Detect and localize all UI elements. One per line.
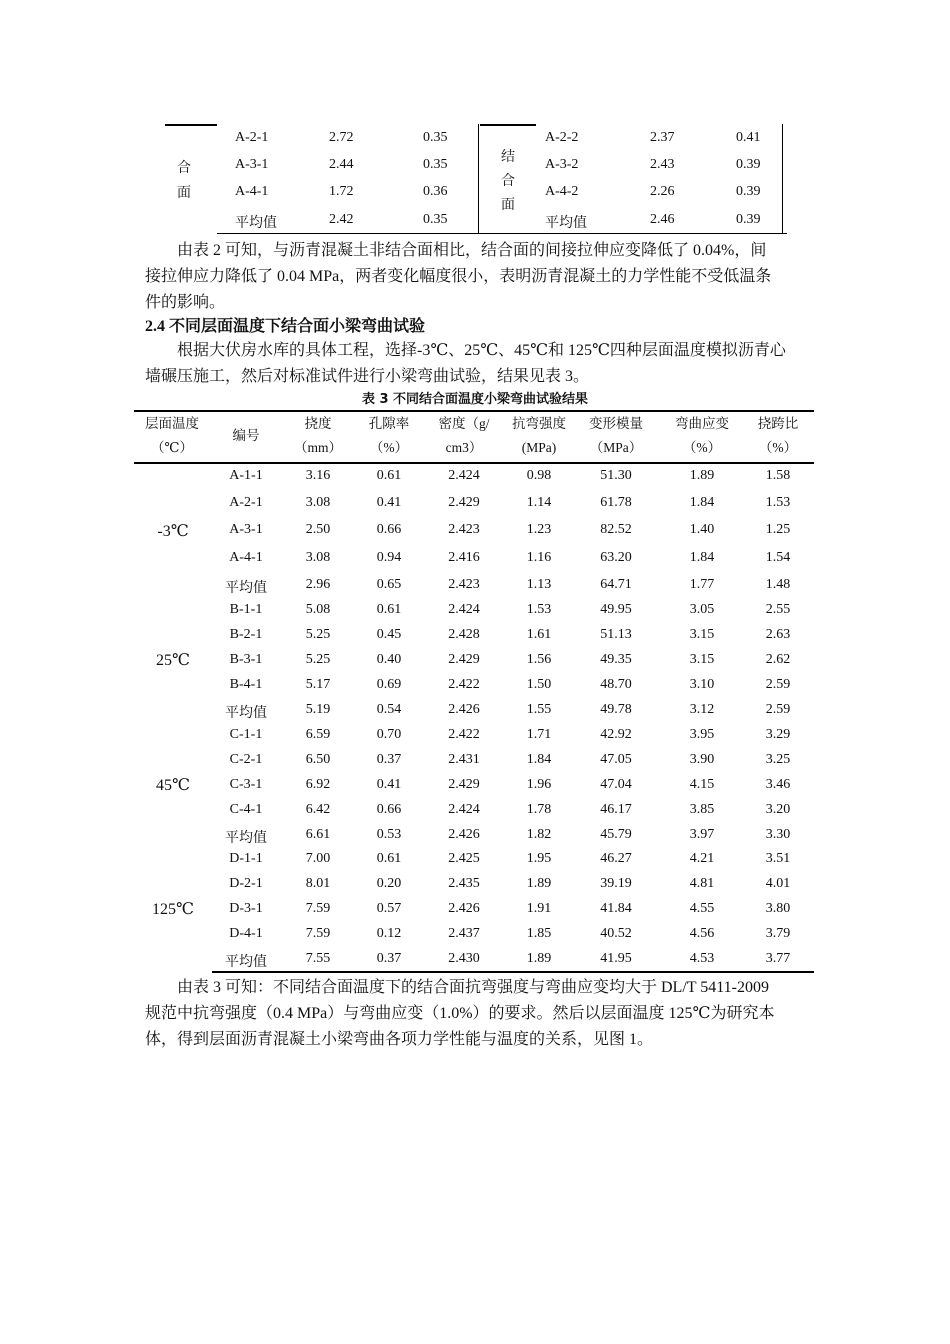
table3-cell: 2.424 — [448, 602, 480, 617]
table3-cell: 1.13 — [526, 577, 552, 592]
table3-header-cell: 抗弯强度 — [512, 416, 566, 431]
table3-cell: 46.27 — [600, 851, 632, 866]
para1-line3: 件的影响。 — [145, 294, 226, 311]
table2-right-row-stress: 0.41 — [736, 130, 761, 145]
table3-cell: 3.90 — [689, 752, 715, 767]
table3-cell: 47.04 — [600, 777, 632, 792]
table3-cell: 4.01 — [765, 876, 791, 891]
table3-cell: 5.25 — [305, 652, 331, 667]
table2-left-row-strain: 2.42 — [329, 212, 354, 227]
table2-right-row-id: A-4-2 — [545, 184, 579, 199]
table3-header-unit: (MPa) — [521, 440, 557, 455]
table2-right-row-strain: 2.37 — [650, 130, 675, 145]
table3-cell: 0.57 — [376, 901, 402, 916]
table2-left-row-id: A-4-1 — [235, 184, 269, 199]
table3-cell: 42.92 — [600, 727, 632, 742]
para2-line2: 墙碾压施工，然后对标准试件进行小梁弯曲试验，结果见表 3。 — [145, 368, 590, 385]
table3-cell: 1.95 — [526, 851, 552, 866]
table3-header-rule — [134, 462, 814, 464]
table3-cell: 3.10 — [689, 677, 715, 692]
table2-left-group-label: 面 — [177, 186, 191, 201]
table3-cell: 2.429 — [448, 495, 480, 510]
table3-cell: 41.95 — [600, 951, 632, 966]
table3-cell: 2.422 — [448, 677, 480, 692]
table3-cell: 0.40 — [376, 652, 402, 667]
table3-header-unit: （MPa） — [589, 440, 643, 455]
table3-cell: 47.05 — [600, 752, 632, 767]
table3-cell: 1.78 — [526, 802, 552, 817]
table2-right-group-label: 合 — [501, 174, 515, 189]
table3-cell: 2.435 — [448, 876, 480, 891]
table2-left-row-id: A-3-1 — [235, 157, 269, 172]
table3-cell: 1.89 — [526, 951, 552, 966]
table2-left-row-id: A-2-1 — [235, 130, 269, 145]
table3-cell: 6.59 — [305, 727, 331, 742]
table3-cell: 1.84 — [526, 752, 552, 767]
table3-cell: 5.17 — [305, 677, 331, 692]
table3-cell: 1.77 — [689, 577, 715, 592]
table3-cell: 1.91 — [526, 901, 552, 916]
table3-cell: 64.71 — [600, 577, 632, 592]
table3-cell: B-4-1 — [229, 677, 263, 692]
table2-right-row-stress: 0.39 — [736, 157, 761, 172]
table3-cell: 2.63 — [765, 627, 791, 642]
table3-cell: 1.48 — [765, 577, 791, 592]
table2-right-row-stress: 0.39 — [736, 184, 761, 199]
table3-cell: 0.66 — [376, 802, 402, 817]
table3-cell: 2.429 — [448, 777, 480, 792]
table3-cell: 1.54 — [765, 550, 791, 565]
table3-cell: B-2-1 — [229, 627, 263, 642]
table3-cell: 4.15 — [689, 777, 715, 792]
table3-cell: 8.01 — [305, 876, 331, 891]
table3-cell: 平均值 — [225, 581, 267, 596]
table3-bottom-rule — [212, 971, 814, 973]
table3-temperature-group: 45℃ — [156, 777, 190, 794]
table3-cell: 0.69 — [376, 677, 402, 692]
table3-cell: 4.56 — [689, 926, 715, 941]
para2-line1: 根据大伏房水库的具体工程，选择-3℃、25℃、45℃和 125℃四种层面温度模拟沥青心 — [177, 342, 786, 359]
paragraph-table3-conclusion — [145, 975, 807, 1053]
table3-cell: 63.20 — [600, 550, 632, 565]
table2-left-row-strain: 2.44 — [329, 157, 354, 172]
table3-cell: 1.53 — [526, 602, 552, 617]
table3-cell: 2.59 — [765, 702, 791, 717]
paragraph-test-setup — [145, 338, 807, 390]
table3-header-cell: 弯曲应变 — [675, 416, 729, 431]
table3-cell: 2.423 — [448, 522, 480, 537]
table3-cell: A-4-1 — [229, 550, 263, 565]
table3-cell: 2.50 — [305, 522, 331, 537]
table3-cell: 49.95 — [600, 602, 632, 617]
table2-left-top-rule — [165, 124, 217, 126]
table3-cell: 45.79 — [600, 827, 632, 842]
table2-left-row-stress: 0.35 — [423, 157, 448, 172]
table3-cell: A-1-1 — [229, 468, 263, 483]
table3-cell: 3.05 — [689, 602, 715, 617]
table2-right-divider — [782, 124, 783, 234]
table3-cell: 1.89 — [689, 468, 715, 483]
table3-cell: 平均值 — [225, 955, 267, 970]
table3-cell: 5.25 — [305, 627, 331, 642]
table3-cell: 2.424 — [448, 468, 480, 483]
table3-cell: 2.59 — [765, 677, 791, 692]
table3-cell: 49.78 — [600, 702, 632, 717]
table3-cell: 82.52 — [600, 522, 632, 537]
table3-cell: 5.19 — [305, 702, 331, 717]
table3-cell: 7.55 — [305, 951, 331, 966]
table2-left-row-strain: 2.72 — [329, 130, 354, 145]
paragraph-table2-conclusion — [145, 238, 807, 316]
table3-cell: A-3-1 — [229, 522, 263, 537]
table3-cell: 0.37 — [376, 951, 402, 966]
table3-cell: 0.53 — [376, 827, 402, 842]
table3-cell: 0.37 — [376, 752, 402, 767]
table3-cell: 3.77 — [765, 951, 791, 966]
table3-cell: 1.56 — [526, 652, 552, 667]
table3-cell: 3.79 — [765, 926, 791, 941]
table2-continuation — [165, 122, 785, 242]
table2-left-row-strain: 1.72 — [329, 184, 354, 199]
table3-cell: 3.95 — [689, 727, 715, 742]
table3-temperature-group: -3℃ — [157, 522, 189, 540]
table3-cell: 39.19 — [600, 876, 632, 891]
table3-cell: 41.84 — [600, 901, 632, 916]
para1-line1: 由表 2 可知，与沥青混凝土非结合面相比，结合面的间接拉伸应变降低了 0.04%，间 — [177, 242, 767, 259]
table3-cell: 2.426 — [448, 901, 480, 916]
table3-cell: D-3-1 — [229, 901, 263, 916]
table3-cell: 3.08 — [305, 550, 331, 565]
table3-cell: 4.53 — [689, 951, 715, 966]
table3-cell: 3.97 — [689, 827, 715, 842]
table3-cell: 4.55 — [689, 901, 715, 916]
table3-cell: 2.426 — [448, 702, 480, 717]
table3-cell: 2.428 — [448, 627, 480, 642]
table3-cell: B-1-1 — [229, 602, 263, 617]
table3-cell: 7.00 — [305, 851, 331, 866]
table3-cell: 2.426 — [448, 827, 480, 842]
table3-cell: 51.30 — [600, 468, 632, 483]
table3-cell: 3.12 — [689, 702, 715, 717]
table3-cell: 49.35 — [600, 652, 632, 667]
table3-cell: 2.424 — [448, 802, 480, 817]
table3-cell: C-4-1 — [229, 802, 263, 817]
table3-cell: 2.425 — [448, 851, 480, 866]
table3-header-cell: 挠度 — [304, 416, 332, 431]
table3-cell: 4.81 — [689, 876, 715, 891]
table3-cell: 7.59 — [305, 901, 331, 916]
table3-cell: 2.422 — [448, 727, 480, 742]
table3-cell: 5.08 — [305, 602, 331, 617]
table3-cell: 2.96 — [305, 577, 331, 592]
table3-cell: 0.66 — [376, 522, 402, 537]
table3-cell: 1.50 — [526, 677, 552, 692]
table3-cell: C-1-1 — [229, 727, 263, 742]
table3-cell: 0.45 — [376, 627, 402, 642]
table3-cell: 3.29 — [765, 727, 791, 742]
table3-header-cell: 变形模量 — [589, 416, 643, 431]
table2-bottom-rule — [217, 233, 787, 234]
table3-cell: 0.41 — [376, 495, 402, 510]
table3-cell: 0.61 — [376, 602, 402, 617]
table2-right-row-strain: 2.26 — [650, 184, 675, 199]
table3-header-cell: 挠跨比 — [757, 416, 799, 431]
table3-cell: 2.429 — [448, 652, 480, 667]
table3-cell: 3.46 — [765, 777, 791, 792]
para1-line2: 接拉伸应力降低了 0.04 MPa，两者变化幅度很小，表明沥青混凝土的力学性能不受低温条 — [145, 268, 772, 285]
table3-cell: 1.71 — [526, 727, 552, 742]
table3-cell: 3.85 — [689, 802, 715, 817]
table3-cell: 0.54 — [376, 702, 402, 717]
table3-cell: 46.17 — [600, 802, 632, 817]
table2-right-row-stress: 0.39 — [736, 212, 761, 227]
table3-cell: 1.84 — [689, 495, 715, 510]
table3-cell: 1.23 — [526, 522, 552, 537]
table2-left-group-label: 合 — [177, 161, 191, 176]
table3-cell: 61.78 — [600, 495, 632, 510]
table3-cell: D-2-1 — [229, 876, 263, 891]
table3-cell: 51.13 — [600, 627, 632, 642]
table3-cell: 1.58 — [765, 468, 791, 483]
table3-cell: 6.42 — [305, 802, 331, 817]
table3-cell: 40.52 — [600, 926, 632, 941]
table3-temperature-group: 125℃ — [152, 901, 194, 918]
table3-cell: 6.92 — [305, 777, 331, 792]
table3-cell: 2.55 — [765, 602, 791, 617]
table3-cell: 1.40 — [689, 522, 715, 537]
table3-cell: 1.89 — [526, 876, 552, 891]
table3-cell: C-2-1 — [229, 752, 263, 767]
table3-cell: 3.30 — [765, 827, 791, 842]
table3-cell: 2.62 — [765, 652, 791, 667]
table2-right-row-id: 平均值 — [545, 216, 587, 231]
table3-header-cell: 编号 — [232, 428, 260, 443]
table3-cell: 3.15 — [689, 627, 715, 642]
table3-cell: 2.430 — [448, 951, 480, 966]
table3-cell: 1.55 — [526, 702, 552, 717]
table3-cell: 2.416 — [448, 550, 480, 565]
table3-temperature-group: 25℃ — [156, 652, 190, 669]
table3-cell: 3.08 — [305, 495, 331, 510]
table3-cell: 0.94 — [376, 550, 402, 565]
table3-header-unit: cm3） — [445, 440, 483, 455]
table2-right-top-rule — [480, 124, 536, 126]
table2-left-row-id: 平均值 — [235, 216, 277, 231]
table3-cell: 2.437 — [448, 926, 480, 941]
section-heading: 2.4 不同层面温度下结合面小梁弯曲试验 — [145, 318, 426, 335]
table3-cell: 0.70 — [376, 727, 402, 742]
table2-right-group-label: 结 — [501, 150, 515, 165]
table3-header-cell: 层面温度 — [145, 416, 199, 431]
table3-cell: 4.21 — [689, 851, 715, 866]
table3-cell: 0.65 — [376, 577, 402, 592]
table3-cell: 0.20 — [376, 876, 402, 891]
table3-header-unit: （%） — [369, 440, 409, 455]
table3-header-unit: （%） — [758, 440, 798, 455]
table2-right-row-id: A-3-2 — [545, 157, 579, 172]
table3-cell: 0.41 — [376, 777, 402, 792]
table3-cell: 1.85 — [526, 926, 552, 941]
table3-header-unit: （mm） — [293, 440, 342, 455]
table2-right-group-label: 面 — [501, 198, 515, 213]
para3-line2: 规范中抗弯强度（0.4 MPa）与弯曲应变（1.0%）的要求。然后以层面温度 125℃为研究本 — [145, 1005, 775, 1022]
table3-cell: 1.61 — [526, 627, 552, 642]
table3-cell: B-3-1 — [229, 652, 263, 667]
table3-cell: 3.25 — [765, 752, 791, 767]
table3-cell: 6.61 — [305, 827, 331, 842]
table3-cell: 3.15 — [689, 652, 715, 667]
table3-header-unit: （%） — [682, 440, 722, 455]
table3-cell: 1.25 — [765, 522, 791, 537]
table3-caption: 表 3 不同结合面温度小梁弯曲试验结果 — [361, 392, 589, 407]
table2-left-row-stress: 0.36 — [423, 184, 448, 199]
table2-left-row-stress: 0.35 — [423, 212, 448, 227]
table3-cell: D-4-1 — [229, 926, 263, 941]
table3-cell: 1.84 — [689, 550, 715, 565]
table3-cell: 0.61 — [376, 468, 402, 483]
table3-cell: C-3-1 — [229, 777, 263, 792]
para3-line3: 体，得到层面沥青混凝土小梁弯曲各项力学性能与温度的关系，见图 1。 — [145, 1031, 654, 1048]
table3-header-cell: 孔隙率 — [368, 416, 410, 431]
table3-cell: 3.80 — [765, 901, 791, 916]
table3-cell: 平均值 — [225, 706, 267, 721]
table3-cell: 2.431 — [448, 752, 480, 767]
table3-cell: D-1-1 — [229, 851, 263, 866]
table3-cell: 3.51 — [765, 851, 791, 866]
table3-cell: 7.59 — [305, 926, 331, 941]
table3-header-unit: （℃） — [150, 440, 194, 455]
table3-cell: 1.14 — [526, 495, 552, 510]
table2-left-row-stress: 0.35 — [423, 130, 448, 145]
table3-cell: 3.20 — [765, 802, 791, 817]
table3-cell: 1.82 — [526, 827, 552, 842]
table3-cell: 平均值 — [225, 831, 267, 846]
table3-cell: 3.16 — [305, 468, 331, 483]
table3-cell: 2.423 — [448, 577, 480, 592]
table3-cell: 0.61 — [376, 851, 402, 866]
table2-mid-divider — [478, 124, 479, 234]
table3-cell: 1.16 — [526, 550, 552, 565]
table3-cell: 6.50 — [305, 752, 331, 767]
table2-right-row-strain: 2.43 — [650, 157, 675, 172]
para3-line1: 由表 3 可知：不同结合面温度下的结合面抗弯强度与弯曲应变均大于 DL/T 5411-2009 — [177, 979, 769, 996]
table3-cell: A-2-1 — [229, 495, 263, 510]
table2-right-row-id: A-2-2 — [545, 130, 579, 145]
table3-cell: 48.70 — [600, 677, 632, 692]
table3-cell: 1.96 — [526, 777, 552, 792]
table3-cell: 1.53 — [765, 495, 791, 510]
table2-right-row-strain: 2.46 — [650, 212, 675, 227]
table3-cell: 0.98 — [526, 468, 552, 483]
table3-header-cell: 密度（g/ — [438, 416, 490, 431]
table3-cell: 0.12 — [376, 926, 402, 941]
